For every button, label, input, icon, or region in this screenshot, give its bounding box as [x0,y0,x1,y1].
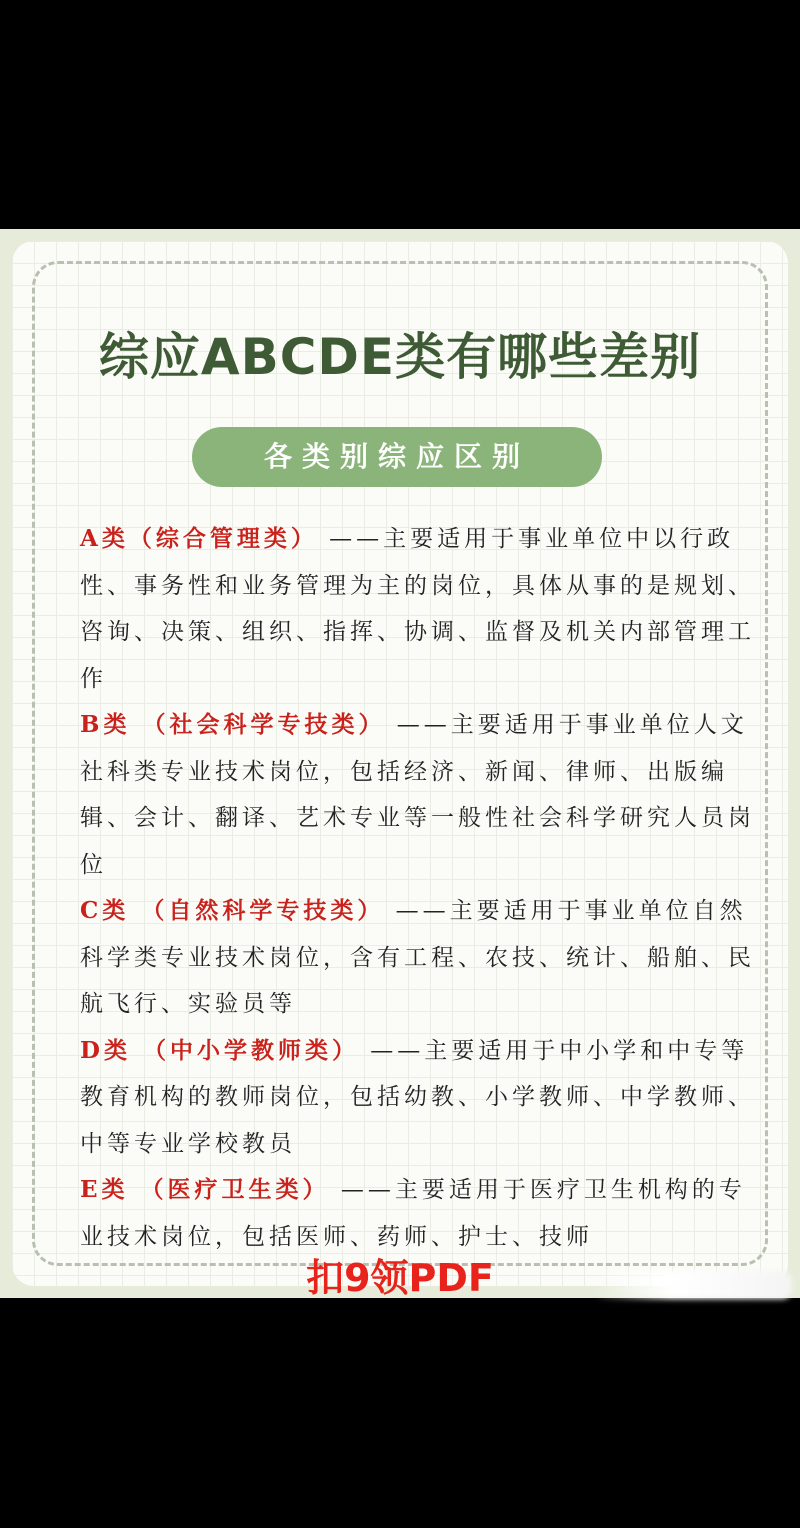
section-header-pill: 各类别综应区别 [192,427,602,487]
page-title: 综应ABCDE类有哪些差别 [98,328,702,386]
category-description: ——主要适用于医疗卫生机构的专业技术岗位，包括医师、药师、护士、技师 [80,1177,746,1250]
category-list [80,516,766,1260]
category-label: E类 （医疗卫生类） [80,1176,330,1203]
category-description: ——主要适用于中小学和中专等教育机构的教师岗位，包括幼教、小学教师、中学教师、中等专业学校教员 [80,1037,755,1157]
list-item-a [80,516,766,702]
list-item-c [80,888,766,1028]
category-label: B类 （社会科学专技类） [80,711,386,738]
category-description: ——主要适用于事业单位人文社科类专业技术岗位，包括经济、新闻、律师、出版编辑、会计、翻译、艺术专业等一般性社会科学研究人员岗位 [80,712,755,878]
card-frame [0,229,800,1298]
category-label: D类 （中小学教师类） [80,1036,359,1064]
blurred-watermark [592,1271,792,1299]
category-description: ——主要适用于事业单位自然科学类专业技术岗位，含有工程、农技、统计、船舶、民航飞行、实验员等 [80,898,755,1017]
pdf-cta-text: 扣9领PDF [306,1256,494,1300]
category-description: ——主要适用于事业单位中以行政性、事务性和业务管理为主的岗位，具体从事的是规划、咨询、决策、组织、指挥、协调、监督及机关内部管理工作 [80,526,755,692]
content-card [12,241,788,1300]
list-item-d [80,1028,766,1168]
category-label: C类 （自然科学专技类） [80,897,385,924]
list-item-b [80,702,766,888]
category-label: A类（综合管理类） [80,525,318,552]
